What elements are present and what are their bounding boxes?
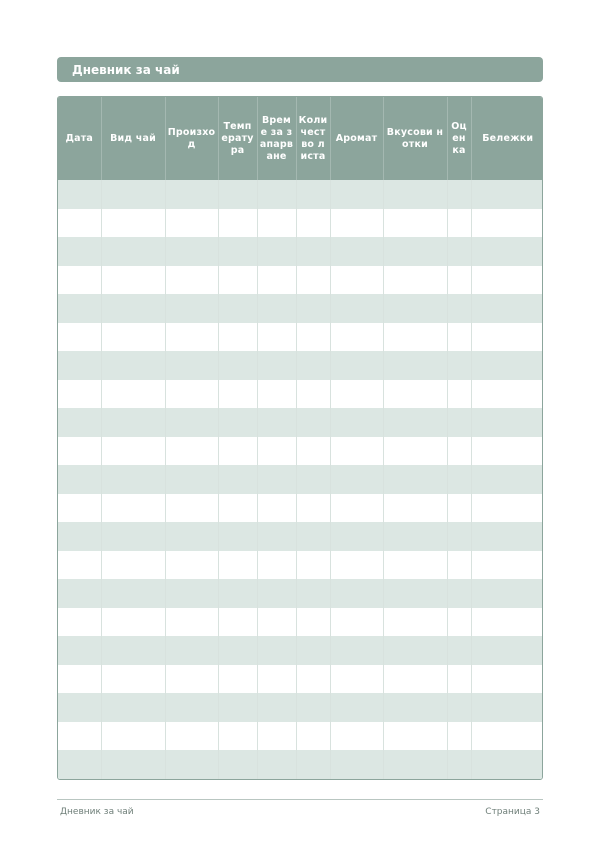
table-cell-temperature[interactable] <box>218 209 257 238</box>
table-cell-aroma[interactable] <box>330 209 383 238</box>
table-cell-aroma[interactable] <box>330 750 383 779</box>
table-cell-origin[interactable] <box>165 494 218 523</box>
table-cell-rating[interactable] <box>447 579 471 608</box>
table-cell-steep-time[interactable] <box>257 437 296 466</box>
table-cell-origin[interactable] <box>165 636 218 665</box>
table-cell-date[interactable] <box>58 294 101 323</box>
table-cell-tea-type[interactable] <box>101 665 165 694</box>
table-cell-origin[interactable] <box>165 294 218 323</box>
table-cell-leaf-amount[interactable] <box>296 750 330 779</box>
table-cell-date[interactable] <box>58 636 101 665</box>
table-cell-tea-type[interactable] <box>101 636 165 665</box>
table-cell-temperature[interactable] <box>218 323 257 352</box>
table-cell-tea-type[interactable] <box>101 551 165 580</box>
table-row <box>58 351 543 380</box>
table-cell-steep-time[interactable] <box>257 294 296 323</box>
table-cell-temperature[interactable] <box>218 408 257 437</box>
table-cell-steep-time[interactable] <box>257 551 296 580</box>
table-cell-notes[interactable] <box>471 465 543 494</box>
table-cell-leaf-amount[interactable] <box>296 323 330 352</box>
table-cell-flavor-notes[interactable] <box>383 551 447 580</box>
table-cell-rating[interactable] <box>447 551 471 580</box>
table-cell-flavor-notes[interactable] <box>383 693 447 722</box>
table-cell-steep-time[interactable] <box>257 209 296 238</box>
table-cell-flavor-notes[interactable] <box>383 351 447 380</box>
table-cell-origin[interactable] <box>165 266 218 295</box>
table-cell-aroma[interactable] <box>330 494 383 523</box>
table-cell-rating[interactable] <box>447 437 471 466</box>
column-header-temperature: Температура <box>218 97 257 180</box>
table-cell-temperature[interactable] <box>218 180 257 209</box>
table-cell-rating[interactable] <box>447 494 471 523</box>
table-row <box>58 266 543 295</box>
table-cell-notes[interactable] <box>471 608 543 637</box>
table-cell-rating[interactable] <box>447 209 471 238</box>
table-cell-leaf-amount[interactable] <box>296 494 330 523</box>
table-cell-temperature[interactable] <box>218 294 257 323</box>
table-cell-steep-time[interactable] <box>257 494 296 523</box>
table-cell-notes[interactable] <box>471 380 543 409</box>
table-cell-rating[interactable] <box>447 180 471 209</box>
table-cell-leaf-amount[interactable] <box>296 465 330 494</box>
table-cell-date[interactable] <box>58 494 101 523</box>
table-cell-temperature[interactable] <box>218 351 257 380</box>
table-cell-notes[interactable] <box>471 437 543 466</box>
table-row <box>58 722 543 751</box>
table-cell-notes[interactable] <box>471 351 543 380</box>
table-cell-rating[interactable] <box>447 380 471 409</box>
table-cell-aroma[interactable] <box>330 294 383 323</box>
table-cell-notes[interactable] <box>471 579 543 608</box>
table-cell-temperature[interactable] <box>218 551 257 580</box>
table-row <box>58 408 543 437</box>
table-cell-tea-type[interactable] <box>101 209 165 238</box>
page-title-text: Дневник за чай <box>72 62 180 77</box>
table-cell-aroma[interactable] <box>330 551 383 580</box>
table-cell-origin[interactable] <box>165 323 218 352</box>
page-title <box>57 57 543 82</box>
table-cell-flavor-notes[interactable] <box>383 608 447 637</box>
table-cell-tea-type[interactable] <box>101 494 165 523</box>
table-cell-date[interactable] <box>58 266 101 295</box>
table-cell-origin[interactable] <box>165 380 218 409</box>
table-cell-flavor-notes[interactable] <box>383 722 447 751</box>
table-cell-steep-time[interactable] <box>257 351 296 380</box>
table-cell-aroma[interactable] <box>330 693 383 722</box>
table-cell-rating[interactable] <box>447 323 471 352</box>
column-header-flavor-notes: Вкусови нотки <box>383 97 447 180</box>
table-cell-notes[interactable] <box>471 636 543 665</box>
footer-divider <box>57 799 543 800</box>
table-cell-date[interactable] <box>58 522 101 551</box>
table-cell-leaf-amount[interactable] <box>296 408 330 437</box>
table-row <box>58 494 543 523</box>
table-cell-rating[interactable] <box>447 722 471 751</box>
table-cell-flavor-notes[interactable] <box>383 294 447 323</box>
table-cell-steep-time[interactable] <box>257 608 296 637</box>
table-cell-tea-type[interactable] <box>101 408 165 437</box>
table-cell-rating[interactable] <box>447 408 471 437</box>
table-cell-date[interactable] <box>58 323 101 352</box>
table-cell-notes[interactable] <box>471 294 543 323</box>
table-cell-steep-time[interactable] <box>257 522 296 551</box>
table-cell-tea-type[interactable] <box>101 351 165 380</box>
log-table <box>58 97 543 779</box>
table-cell-date[interactable] <box>58 750 101 779</box>
table-cell-rating[interactable] <box>447 522 471 551</box>
table-cell-temperature[interactable] <box>218 494 257 523</box>
table-cell-leaf-amount[interactable] <box>296 551 330 580</box>
column-header-date: Дата <box>58 97 101 180</box>
table-cell-rating[interactable] <box>447 237 471 266</box>
table-cell-origin[interactable] <box>165 608 218 637</box>
table-row <box>58 465 543 494</box>
table-cell-flavor-notes[interactable] <box>383 323 447 352</box>
table-cell-tea-type[interactable] <box>101 750 165 779</box>
table-cell-rating[interactable] <box>447 266 471 295</box>
table-cell-notes[interactable] <box>471 665 543 694</box>
table-cell-date[interactable] <box>58 465 101 494</box>
table-cell-steep-time[interactable] <box>257 180 296 209</box>
table-cell-flavor-notes[interactable] <box>383 636 447 665</box>
table-cell-tea-type[interactable] <box>101 180 165 209</box>
table-cell-origin[interactable] <box>165 665 218 694</box>
table-cell-leaf-amount[interactable] <box>296 522 330 551</box>
table-cell-steep-time[interactable] <box>257 323 296 352</box>
table-cell-temperature[interactable] <box>218 693 257 722</box>
table-row <box>58 579 543 608</box>
table-cell-leaf-amount[interactable] <box>296 579 330 608</box>
table-cell-aroma[interactable] <box>330 465 383 494</box>
table-cell-temperature[interactable] <box>218 465 257 494</box>
table-cell-notes[interactable] <box>471 180 543 209</box>
table-cell-flavor-notes[interactable] <box>383 579 447 608</box>
column-header-steep-time: Време за запарване <box>257 97 296 180</box>
table-cell-tea-type[interactable] <box>101 437 165 466</box>
table-cell-flavor-notes[interactable] <box>383 408 447 437</box>
table-cell-date[interactable] <box>58 665 101 694</box>
table-cell-steep-time[interactable] <box>257 579 296 608</box>
table-cell-notes[interactable] <box>471 522 543 551</box>
table-row <box>58 608 543 637</box>
tea-log-table <box>57 96 543 780</box>
table-row <box>58 750 543 779</box>
table-cell-leaf-amount[interactable] <box>296 351 330 380</box>
table-cell-flavor-notes[interactable] <box>383 209 447 238</box>
table-cell-notes[interactable] <box>471 266 543 295</box>
table-cell-tea-type[interactable] <box>101 294 165 323</box>
table-cell-aroma[interactable] <box>330 579 383 608</box>
column-header-notes: Бележки <box>471 97 543 180</box>
table-cell-temperature[interactable] <box>218 266 257 295</box>
table-cell-aroma[interactable] <box>330 237 383 266</box>
table-cell-aroma[interactable] <box>330 722 383 751</box>
table-cell-steep-time[interactable] <box>257 636 296 665</box>
table-cell-flavor-notes[interactable] <box>383 266 447 295</box>
table-cell-date[interactable] <box>58 579 101 608</box>
table-cell-notes[interactable] <box>471 551 543 580</box>
table-cell-tea-type[interactable] <box>101 522 165 551</box>
footer-title: Дневник за чай <box>60 807 134 817</box>
table-cell-date[interactable] <box>58 551 101 580</box>
table-cell-notes[interactable] <box>471 750 543 779</box>
table-row <box>58 323 543 352</box>
table-cell-aroma[interactable] <box>330 665 383 694</box>
table-cell-origin[interactable] <box>165 693 218 722</box>
column-header-rating: Оценка <box>447 97 471 180</box>
table-cell-temperature[interactable] <box>218 380 257 409</box>
table-cell-steep-time[interactable] <box>257 408 296 437</box>
page-number: Страница 3 <box>485 807 540 817</box>
table-cell-aroma[interactable] <box>330 180 383 209</box>
table-row <box>58 209 543 238</box>
table-cell-aroma[interactable] <box>330 608 383 637</box>
table-cell-rating[interactable] <box>447 750 471 779</box>
table-cell-temperature[interactable] <box>218 579 257 608</box>
table-row <box>58 522 543 551</box>
table-cell-flavor-notes[interactable] <box>383 180 447 209</box>
table-cell-steep-time[interactable] <box>257 693 296 722</box>
table-cell-tea-type[interactable] <box>101 266 165 295</box>
table-cell-steep-time[interactable] <box>257 380 296 409</box>
table-cell-date[interactable] <box>58 351 101 380</box>
table-cell-aroma[interactable] <box>330 522 383 551</box>
table-cell-temperature[interactable] <box>218 237 257 266</box>
table-cell-origin[interactable] <box>165 722 218 751</box>
table-cell-aroma[interactable] <box>330 408 383 437</box>
table-cell-notes[interactable] <box>471 722 543 751</box>
table-cell-leaf-amount[interactable] <box>296 237 330 266</box>
table-cell-date[interactable] <box>58 693 101 722</box>
table-row <box>58 693 543 722</box>
table-cell-steep-time[interactable] <box>257 665 296 694</box>
table-cell-temperature[interactable] <box>218 608 257 637</box>
table-cell-aroma[interactable] <box>330 323 383 352</box>
table-cell-rating[interactable] <box>447 465 471 494</box>
table-cell-leaf-amount[interactable] <box>296 722 330 751</box>
table-cell-temperature[interactable] <box>218 750 257 779</box>
table-cell-leaf-amount[interactable] <box>296 294 330 323</box>
column-header-tea-type: Вид чай <box>101 97 165 180</box>
table-cell-rating[interactable] <box>447 693 471 722</box>
table-cell-notes[interactable] <box>471 693 543 722</box>
table-cell-tea-type[interactable] <box>101 579 165 608</box>
table-cell-date[interactable] <box>58 380 101 409</box>
table-cell-leaf-amount[interactable] <box>296 636 330 665</box>
column-header-leaf-amount: Количество листа <box>296 97 330 180</box>
table-row <box>58 665 543 694</box>
table-row <box>58 437 543 466</box>
table-cell-notes[interactable] <box>471 323 543 352</box>
table-header-row <box>58 97 543 180</box>
table-cell-flavor-notes[interactable] <box>383 437 447 466</box>
table-cell-flavor-notes[interactable] <box>383 665 447 694</box>
table-cell-aroma[interactable] <box>330 437 383 466</box>
table-cell-leaf-amount[interactable] <box>296 380 330 409</box>
column-header-origin: Произход <box>165 97 218 180</box>
table-cell-leaf-amount[interactable] <box>296 266 330 295</box>
table-cell-rating[interactable] <box>447 636 471 665</box>
table-cell-notes[interactable] <box>471 494 543 523</box>
table-cell-steep-time[interactable] <box>257 266 296 295</box>
table-cell-steep-time[interactable] <box>257 750 296 779</box>
table-cell-notes[interactable] <box>471 408 543 437</box>
table-cell-flavor-notes[interactable] <box>383 494 447 523</box>
table-cell-origin[interactable] <box>165 408 218 437</box>
table-cell-temperature[interactable] <box>218 437 257 466</box>
table-cell-steep-time[interactable] <box>257 465 296 494</box>
table-cell-flavor-notes[interactable] <box>383 237 447 266</box>
table-cell-notes[interactable] <box>471 237 543 266</box>
table-cell-flavor-notes[interactable] <box>383 522 447 551</box>
table-cell-leaf-amount[interactable] <box>296 180 330 209</box>
table-cell-aroma[interactable] <box>330 636 383 665</box>
table-cell-leaf-amount[interactable] <box>296 437 330 466</box>
table-cell-origin[interactable] <box>165 437 218 466</box>
table-cell-tea-type[interactable] <box>101 465 165 494</box>
table-cell-flavor-notes[interactable] <box>383 465 447 494</box>
table-cell-origin[interactable] <box>165 522 218 551</box>
table-cell-origin[interactable] <box>165 579 218 608</box>
table-cell-date[interactable] <box>58 180 101 209</box>
table-cell-leaf-amount[interactable] <box>296 608 330 637</box>
table-cell-rating[interactable] <box>447 608 471 637</box>
table-cell-origin[interactable] <box>165 351 218 380</box>
table-cell-flavor-notes[interactable] <box>383 750 447 779</box>
table-row <box>58 294 543 323</box>
table-cell-date[interactable] <box>58 237 101 266</box>
table-cell-leaf-amount[interactable] <box>296 665 330 694</box>
table-cell-flavor-notes[interactable] <box>383 380 447 409</box>
table-cell-origin[interactable] <box>165 465 218 494</box>
table-row <box>58 380 543 409</box>
table-cell-tea-type[interactable] <box>101 237 165 266</box>
table-cell-temperature[interactable] <box>218 522 257 551</box>
table-cell-leaf-amount[interactable] <box>296 693 330 722</box>
table-cell-rating[interactable] <box>447 351 471 380</box>
table-cell-date[interactable] <box>58 209 101 238</box>
table-cell-notes[interactable] <box>471 209 543 238</box>
table-cell-tea-type[interactable] <box>101 380 165 409</box>
table-cell-aroma[interactable] <box>330 380 383 409</box>
table-cell-date[interactable] <box>58 722 101 751</box>
table-cell-steep-time[interactable] <box>257 237 296 266</box>
table-cell-origin[interactable] <box>165 551 218 580</box>
table-cell-origin[interactable] <box>165 209 218 238</box>
table-cell-origin[interactable] <box>165 750 218 779</box>
table-row <box>58 551 543 580</box>
table-cell-rating[interactable] <box>447 665 471 694</box>
table-cell-aroma[interactable] <box>330 266 383 295</box>
column-header-aroma: Аромат <box>330 97 383 180</box>
table-cell-aroma[interactable] <box>330 351 383 380</box>
table-cell-tea-type[interactable] <box>101 608 165 637</box>
table-cell-leaf-amount[interactable] <box>296 209 330 238</box>
table-cell-origin[interactable] <box>165 237 218 266</box>
table-cell-origin[interactable] <box>165 180 218 209</box>
table-cell-date[interactable] <box>58 608 101 637</box>
table-row <box>58 237 543 266</box>
table-cell-tea-type[interactable] <box>101 693 165 722</box>
table-cell-temperature[interactable] <box>218 722 257 751</box>
table-cell-tea-type[interactable] <box>101 323 165 352</box>
table-cell-temperature[interactable] <box>218 636 257 665</box>
table-row <box>58 180 543 209</box>
table-cell-date[interactable] <box>58 437 101 466</box>
table-cell-tea-type[interactable] <box>101 722 165 751</box>
table-cell-date[interactable] <box>58 408 101 437</box>
table-cell-rating[interactable] <box>447 294 471 323</box>
table-row <box>58 636 543 665</box>
table-cell-steep-time[interactable] <box>257 722 296 751</box>
table-cell-temperature[interactable] <box>218 665 257 694</box>
table-body <box>58 180 543 779</box>
